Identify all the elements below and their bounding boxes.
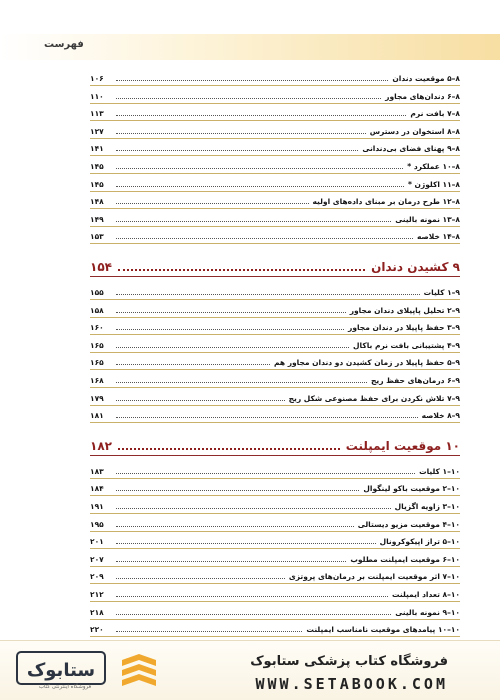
toc-entry-title: ۹–۴ پشتیبانی بافت نرم باکال — [353, 340, 460, 350]
toc-entry[interactable] — [90, 335, 460, 353]
toc-page-number: ۱۹۵ — [90, 519, 104, 529]
dot-leader — [116, 614, 391, 615]
chapter-page-number: ۱۸۲ — [90, 438, 112, 453]
toc-entry[interactable] — [90, 584, 460, 602]
toc-page-number: ۱۸۴ — [90, 484, 104, 494]
toc-entry[interactable] — [90, 174, 460, 192]
store-name: فروشگاه کتاب پزشکی ستابوک — [250, 654, 448, 669]
toc-page-number: ۱۵۸ — [90, 305, 104, 315]
toc-entry-title: ۹–۷ تلاش نکردن برای حفظ مصنوعی شکل ریج — [288, 393, 460, 403]
toc-page-number: ۱۴۹ — [90, 214, 104, 224]
logo-subtitle: فروشگاه اینترنتی کتاب — [38, 684, 92, 690]
chevron-logo-icon — [120, 652, 158, 692]
toc-page-number: ۱۲۷ — [90, 126, 104, 136]
toc-entry[interactable] — [90, 103, 460, 121]
toc-entry[interactable] — [90, 317, 460, 335]
toc-page-number: ۱۵۳ — [90, 232, 104, 242]
toc-entry-title: ۸–۸ استخوان در دسترس — [369, 126, 460, 136]
toc-page-number: ۱۵۵ — [90, 288, 104, 297]
dot-leader — [116, 561, 346, 562]
dot-leader — [116, 80, 388, 81]
toc-entry[interactable] — [90, 86, 460, 104]
toc-entry[interactable] — [90, 602, 460, 620]
toc-page-number: ۱۴۱ — [90, 144, 104, 154]
toc-page-number: ۲۰۱ — [90, 537, 104, 547]
toc-entry-title: ۹–۶ درمان‌های حفظ ریج — [370, 376, 460, 385]
toc-entry-title: ۱۰–۵ تراز اپیکوکرونال — [379, 537, 460, 547]
toc-entry-title: ۱۰–۱ کلیات — [419, 466, 460, 476]
toc-entry[interactable] — [90, 300, 460, 318]
toc-entry-title: ۸–۱۳ نمونه بالینی — [395, 214, 460, 224]
toc-entry-title: ۸–۹ پهنای فضای بی‌دندانی — [362, 144, 460, 154]
dot-leader — [118, 269, 365, 271]
toc-page-number: ۱۷۹ — [90, 393, 104, 403]
dot-leader — [116, 578, 285, 579]
toc-entry-title: ۹–۳ حفظ پاپیلا در دندان مجاور — [348, 323, 460, 333]
toc-page-number: ۱۴۵ — [90, 179, 104, 189]
toc-entry-title: ۹–۱ کلیات — [423, 288, 460, 297]
dot-leader — [116, 400, 285, 401]
store-url[interactable]: WWW.SETABOOK.COM — [255, 675, 448, 693]
toc-entry-title: ۸–۶ دندان‌های مجاور — [385, 91, 460, 101]
dot-leader — [116, 382, 367, 383]
toc-page-number: ۱۱۰ — [90, 91, 104, 101]
dot-leader — [116, 221, 391, 222]
toc-entry[interactable] — [90, 405, 460, 423]
chapter-title: ۹ کشیدن دندان — [371, 260, 460, 274]
toc-entry[interactable] — [90, 514, 460, 532]
toc-entry[interactable] — [90, 549, 460, 567]
chapter-title: ۱۰ موقعیت ایمپلنت — [345, 438, 460, 453]
toc-page-number: ۱۶۰ — [90, 323, 104, 333]
toc-entry[interactable] — [90, 156, 460, 174]
dot-leader — [116, 473, 415, 474]
dot-leader — [116, 133, 366, 134]
toc-entry[interactable] — [90, 496, 460, 514]
dot-leader — [116, 596, 388, 597]
toc-entry-title: ۱۰–۳ زاویه اگزیال — [394, 502, 460, 511]
footer-divider — [0, 640, 500, 641]
toc-entry[interactable] — [90, 226, 460, 244]
toc-page-number: ۲۲۰ — [90, 625, 104, 635]
toc-page-number: ۲۰۷ — [90, 554, 104, 564]
toc-page-number: ۱۶۵ — [90, 340, 104, 350]
chapter-heading[interactable] — [90, 256, 460, 277]
dot-leader — [116, 150, 358, 151]
dot-leader — [116, 312, 346, 313]
dot-leader — [116, 294, 420, 295]
toc-entry-title: ۸–۱۰ عملکرد * — [407, 162, 460, 171]
toc-entry-title: ۹–۵ حفظ پاپیلا در زمان کشیدن دو دندان مجاور هم — [274, 358, 460, 368]
dot-leader — [116, 98, 381, 99]
chapter-heading[interactable] — [90, 435, 460, 456]
toc-page-number: ۱۱۳ — [90, 109, 104, 119]
toc-entry[interactable] — [90, 619, 460, 637]
toc-entry-title: ۸–۷ بافت نرم — [410, 109, 460, 119]
dot-leader — [116, 526, 354, 527]
dot-leader — [116, 490, 359, 491]
toc-page-number: ۱۴۵ — [90, 162, 104, 171]
toc-entry-title: ۹–۸ خلاصه — [421, 411, 460, 421]
toc-page-number: ۲۱۲ — [90, 590, 104, 599]
toc-entry[interactable] — [90, 68, 460, 86]
toc-entry[interactable] — [90, 566, 460, 584]
toc-entry-title: ۱۰–۲ موقعیت باکو لینگوال — [363, 484, 460, 494]
logo-text: ستابوک — [26, 660, 96, 681]
toc-entry-title: ۸–۱۲ طرح درمان بر مبنای داده‌های اولیه — [312, 197, 460, 207]
toc-entry-title: ۱۰–۱۰ پیامدهای موقعیت نامناسب ایمپلنت — [306, 625, 460, 635]
toc-entry[interactable] — [90, 370, 460, 388]
dot-leader — [116, 115, 406, 116]
toc-entry[interactable] — [90, 531, 460, 549]
dot-leader — [116, 186, 404, 187]
dot-leader — [116, 543, 376, 544]
dot-leader — [116, 364, 270, 365]
toc-entry[interactable] — [90, 121, 460, 139]
page-title: فهرست — [44, 39, 84, 50]
toc-entry[interactable] — [90, 138, 460, 156]
toc-entry[interactable] — [90, 461, 460, 479]
toc-entry[interactable] — [90, 388, 460, 406]
toc-page-number: ۱۸۱ — [90, 411, 104, 421]
dot-leader — [116, 168, 403, 169]
dot-leader — [116, 203, 309, 204]
toc-entry-title: ۱۰–۶ موقعیت ایمپلنت مطلوب — [350, 554, 460, 564]
toc-entry[interactable] — [90, 282, 460, 300]
toc-entry[interactable] — [90, 352, 460, 370]
chapter-page-number: ۱۵۴ — [90, 260, 112, 274]
toc-page-number: ۱۰۶ — [90, 74, 104, 83]
toc-entry-title: ۸–۵ موقعیت دندان — [392, 74, 460, 83]
dot-leader — [116, 329, 344, 330]
toc-page-number: ۱۶۸ — [90, 376, 104, 385]
toc-entry[interactable] — [90, 478, 460, 496]
toc-entry-title: ۱۰–۴ موقعیت مزیو دیستالی — [357, 519, 460, 529]
toc-page-number: ۱۶۵ — [90, 358, 104, 368]
toc-entry-title: ۱۰–۹ نمونه بالینی — [395, 607, 460, 617]
dot-leader — [118, 448, 340, 450]
toc-entry[interactable] — [90, 209, 460, 227]
toc-entry-title: ۸–۱۱ اکلوژن * — [407, 179, 460, 189]
toc-entry-title: ۱۰–۸ تعداد ایمپلنت — [391, 590, 460, 599]
dot-leader — [116, 347, 349, 348]
dot-leader — [116, 631, 302, 632]
toc-entry[interactable] — [90, 191, 460, 209]
toc-page-number: ۲۱۸ — [90, 607, 104, 617]
toc-entry-title: ۱۰–۷ اثر موقعیت ایمپلنت بر درمان‌های پروتزی — [288, 572, 460, 582]
toc-page-number: ۲۰۹ — [90, 572, 104, 582]
dot-leader — [116, 508, 391, 509]
dot-leader — [116, 417, 418, 418]
toc-page-number: ۱۸۳ — [90, 466, 104, 476]
toc-page-number: ۱۴۸ — [90, 197, 104, 207]
dot-leader — [116, 238, 413, 239]
toc-page-number: ۱۹۱ — [90, 502, 104, 511]
toc-entry-title: ۸–۱۴ خلاصه — [417, 232, 460, 242]
toc-entry-title: ۹–۲ تحلیل پاپیلای دندان مجاور — [349, 305, 460, 315]
